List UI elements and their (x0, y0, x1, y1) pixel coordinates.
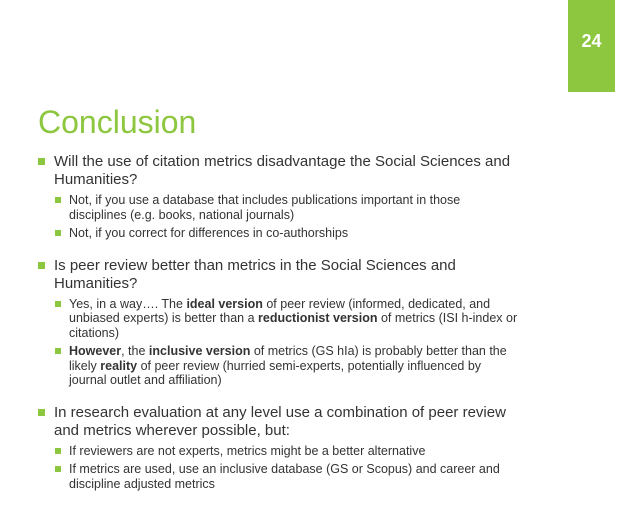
emphasis-reductionist-version: reductionist version (258, 311, 378, 325)
emphasis-inclusive-version: inclusive version (148, 344, 251, 358)
sub-bullet-text: However, the inclusive version of metrics (GS hIa) is probably better than the likely reality of peer review (hurried semi-experts, potentially influenced by journal outlet and affiliation) (69, 344, 507, 387)
bullet-square-icon (55, 348, 61, 354)
sub-bullet-text: Not, if you correct for differences in co-authorships (69, 226, 349, 240)
bullet-text: Is peer review better than metrics in the Social Sciences and Humanities? (54, 256, 456, 292)
slide-number-badge (568, 0, 615, 92)
sub-bullet-item (54, 344, 518, 388)
bullet-square-icon (55, 448, 61, 454)
sub-bullet-item (54, 193, 518, 222)
bullet-square-icon (55, 301, 61, 307)
emphasis-however: However (69, 344, 122, 358)
slide-title: Conclusion (38, 104, 197, 140)
bullet-square-icon (55, 466, 61, 472)
sub-bullet-item (54, 297, 518, 341)
bullet-square-icon (38, 409, 45, 416)
sub-bullet-text: If reviewers are not experts, metrics might be a better alternative (69, 443, 426, 458)
sub-bullet-text: Yes, in a way…. The ideal version of peer review (informed, dedicated, and unbiased experts) is better than a reductionist version of metrics (ISI h-index or citations) (69, 296, 518, 340)
sub-bullet-item (54, 444, 518, 459)
sub-bullet-item (54, 226, 518, 241)
bullet-square-icon (38, 262, 45, 269)
emphasis-reality: reality (100, 358, 138, 373)
bullet-group-1 (38, 153, 518, 241)
slide-number: 24 (581, 31, 602, 51)
sub-bullet-item (54, 462, 518, 491)
emphasis-ideal-version: ideal version (186, 296, 263, 311)
bullet-square-icon (55, 230, 61, 236)
bullet-text: In research evaluation at any level use a combination of peer review and metrics wherever possible, but: (54, 403, 506, 439)
bullet-group-2 (38, 257, 518, 388)
bullet-square-icon (38, 158, 45, 165)
bullet-group-3 (38, 404, 518, 492)
bullet-text: Will the use of citation metrics disadvantage the Social Sciences and Humanities? (54, 153, 511, 188)
bullet-list (38, 153, 518, 507)
bullet-item (38, 153, 518, 189)
bullet-item (38, 257, 518, 293)
bullet-square-icon (55, 197, 61, 203)
sub-bullet-text: Not, if you use a database that includes publications important in those disciplines (e.g. books, national journals) (69, 193, 461, 222)
bullet-item (38, 404, 518, 440)
sub-bullet-text: If metrics are used, use an inclusive database (GS or Scopus) and career and discipline adjusted metrics (69, 462, 500, 491)
